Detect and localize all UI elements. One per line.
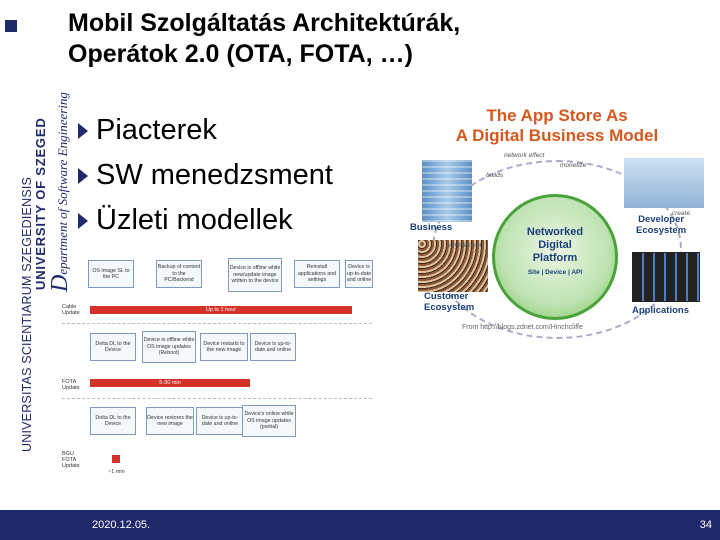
bullet-text: Piacterek: [96, 114, 217, 146]
row-divider: [62, 398, 372, 399]
bullet-list: [78, 108, 333, 243]
app-store-title: [398, 106, 716, 146]
fota-step-box: Device is up-to-date and online: [250, 333, 296, 361]
developer-city-image: [624, 158, 704, 208]
page-number: 34: [699, 519, 712, 531]
customer-label: [424, 291, 474, 313]
slide-title-line2: Operátok 2.0 (OTA, FOTA, …): [68, 40, 413, 69]
department-initial: D: [47, 274, 73, 292]
customer-label-line1: Customer: [424, 291, 469, 302]
fota-step-box: Device is offline while new/update image written to the device: [228, 258, 282, 292]
department-rest: epartment of Software Engineering: [55, 92, 70, 275]
row-divider: [62, 323, 372, 324]
platform-line3: Platform: [532, 252, 578, 264]
create-label: create: [672, 210, 691, 217]
platform-line2: Digital: [538, 239, 572, 251]
fota-step-box: Device's online while OS image updates (partial): [242, 405, 296, 437]
platform-circle: [492, 194, 618, 320]
developer-label: [636, 214, 686, 236]
app-store-diagram: [398, 100, 716, 335]
bullet-text: SW menedzsment: [96, 159, 333, 191]
fota-step-box: Device is up-to-date and online: [345, 260, 373, 288]
fota-step-box: Reinstall applications and settings: [294, 260, 340, 288]
bullet-item: [78, 153, 333, 198]
fota-step-box: Delta DL to the Device: [90, 407, 136, 435]
customer-label-line2: Ecosystem: [424, 302, 475, 313]
network-effect-label: network effect: [504, 152, 545, 159]
footer-date: 2020.12.05.: [92, 519, 151, 531]
fota-step-box: Device is offline while OS image updates (Reboot): [142, 331, 196, 363]
duration-bar: [112, 455, 120, 463]
bullet-item: [78, 108, 333, 153]
bullet-item: [78, 198, 333, 243]
business-building-image: [422, 160, 472, 222]
footer-bar: [0, 510, 720, 540]
fota-step-box: Backup of content to the PC/Backend: [156, 260, 202, 288]
slide-title: [68, 8, 460, 71]
triangle-bullet-icon: [78, 213, 88, 229]
fota-step-box: OS image SL to the PC: [88, 260, 134, 288]
commitment-label: commitment: [446, 242, 482, 249]
fota-row-label: Cable Update: [62, 304, 80, 316]
applications-phones-image: [632, 252, 700, 302]
fota-step-box: Device is up-to-date and online: [196, 407, 244, 435]
app-store-title-line2: A Digital Business Model: [455, 126, 659, 145]
monetize-label: monetize: [560, 162, 587, 169]
business-label: Business: [410, 222, 453, 233]
developer-label-line1: Developer: [638, 214, 685, 225]
fota-row-label: FOTA Update: [62, 379, 80, 391]
triangle-bullet-icon: [78, 168, 88, 184]
duration-bar: 5-30 min: [90, 379, 250, 387]
applications-label: Applications: [632, 305, 690, 316]
duration-bar: Up to 1 hour: [90, 306, 352, 314]
fota-step-box: Device restarts to the new image: [200, 333, 248, 361]
platform-sub: Site | Device | API: [527, 269, 583, 276]
triangle-bullet-icon: [78, 123, 88, 139]
fota-step-box: Delta DL to the Device: [90, 333, 136, 361]
app-store-source: From http://blogs.zdnet.com/Hinchcliffe: [462, 324, 583, 331]
fota-diagram: [62, 255, 372, 480]
app-store-title-line1: The App Store As: [486, 106, 628, 125]
fota-row-label: BGU FOTA Update: [62, 451, 80, 469]
builds-label: builds: [486, 172, 503, 179]
bullet-text: Üzleti modellek: [96, 204, 293, 236]
platform-line1: Networked: [526, 226, 584, 238]
duration-text: ~1 min: [108, 469, 125, 475]
university-latin-name: UNIVERSITAS SCIENTIARUM SZEGEDIENSIS: [20, 176, 34, 452]
fota-step-box: Device restores the new image: [146, 407, 194, 435]
slide-title-line1: Mobil Szolgáltatás Architektúrák,: [68, 9, 461, 37]
developer-label-line2: Ecosystem: [636, 225, 687, 236]
university-name: UNIVERSITY OF SZEGED: [33, 117, 48, 290]
